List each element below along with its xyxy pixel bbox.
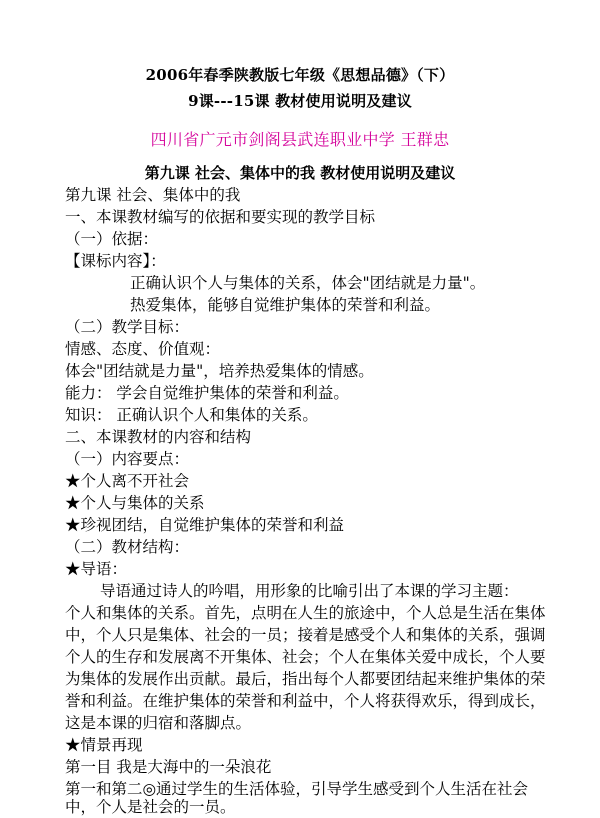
bullet-item: ★情景再现	[65, 736, 143, 754]
paragraph-line: 热爱集体，能够自觉维护集体的荣誉和利益。	[130, 296, 441, 314]
document-subtitle: 9课---15课 教材使用说明及建议	[188, 92, 412, 110]
sub-heading: 【课标内容】：	[65, 252, 166, 270]
author-line: 四川省广元市剑阁县武连职业中学 王群忠	[150, 130, 450, 149]
paragraph-line: 个人和集体的关系。首先，点明在人生的旅途中，个人总是生活在集体	[65, 604, 546, 622]
sub-heading: （一）依据：	[65, 230, 159, 248]
bullet-item: ★个人离不开社会	[65, 472, 190, 490]
paragraph-line: 个人的生存和发展离不开集体、社会；个人在集体关爱中成长，个人要	[65, 648, 546, 666]
paragraph-line: 能力： 学会自觉维护集体的荣誉和利益。	[65, 384, 349, 402]
bullet-item: ★珍视团结，自觉维护集体的荣誉和利益	[65, 516, 345, 534]
sub-heading: （二）教学目标：	[65, 318, 190, 336]
sub-heading: （二）教材结构：	[65, 538, 190, 556]
paragraph-line: 体会"团结就是力量"，培养热爱集体的情感。	[65, 362, 374, 380]
bullet-item: ★导语：	[65, 560, 128, 578]
paragraph-line: 誉和利益。在维护集体的荣誉和利益中，个人将获得欢乐，得到成长，	[65, 692, 546, 710]
paragraph-line: 中，个人只是集体、社会的一员；接着是感受个人和集体的关系，强调	[65, 626, 546, 644]
sub-heading: （一）内容要点：	[65, 450, 190, 468]
paragraph-line: 知识： 正确认识个人和集体的关系。	[65, 406, 318, 424]
paragraph-line: 为集体的发展作出贡献。最后，指出每个人都要团结起来维护集体的荣	[65, 670, 546, 688]
paragraph-line: 情感、态度、价值观：	[65, 340, 221, 358]
part-heading: 二、本课教材的内容和结构	[65, 428, 252, 446]
document-title: 2006年春季陕教版七年级《思想品德》（下）	[145, 66, 455, 84]
bullet-item: ★个人与集体的关系	[65, 494, 205, 512]
section-title: 第九课 社会、集体中的我 教材使用说明及建议	[144, 164, 456, 182]
paragraph-line: 这是本课的归宿和落脚点。	[65, 714, 252, 732]
paragraph-line: 导语通过诗人的吟唱，用形象的比喻引出了本课的学习主题：	[100, 582, 519, 600]
paragraph-line: 正确认识个人与集体的关系，体会"团结就是力量"。	[130, 274, 486, 292]
sub-heading: 第一目 我是大海中的一朵浪花	[65, 758, 272, 776]
lesson-heading: 第九课 社会、集体中的我	[65, 186, 241, 204]
paragraph-line: 第一和第二◎通过学生的生活体验，引导学生感受到个人生活在社会	[65, 780, 529, 798]
part-heading: 一、本课教材编写的依据和要实现的教学目标	[65, 208, 376, 226]
paragraph-line: 中，个人是社会的一员。	[65, 798, 236, 816]
